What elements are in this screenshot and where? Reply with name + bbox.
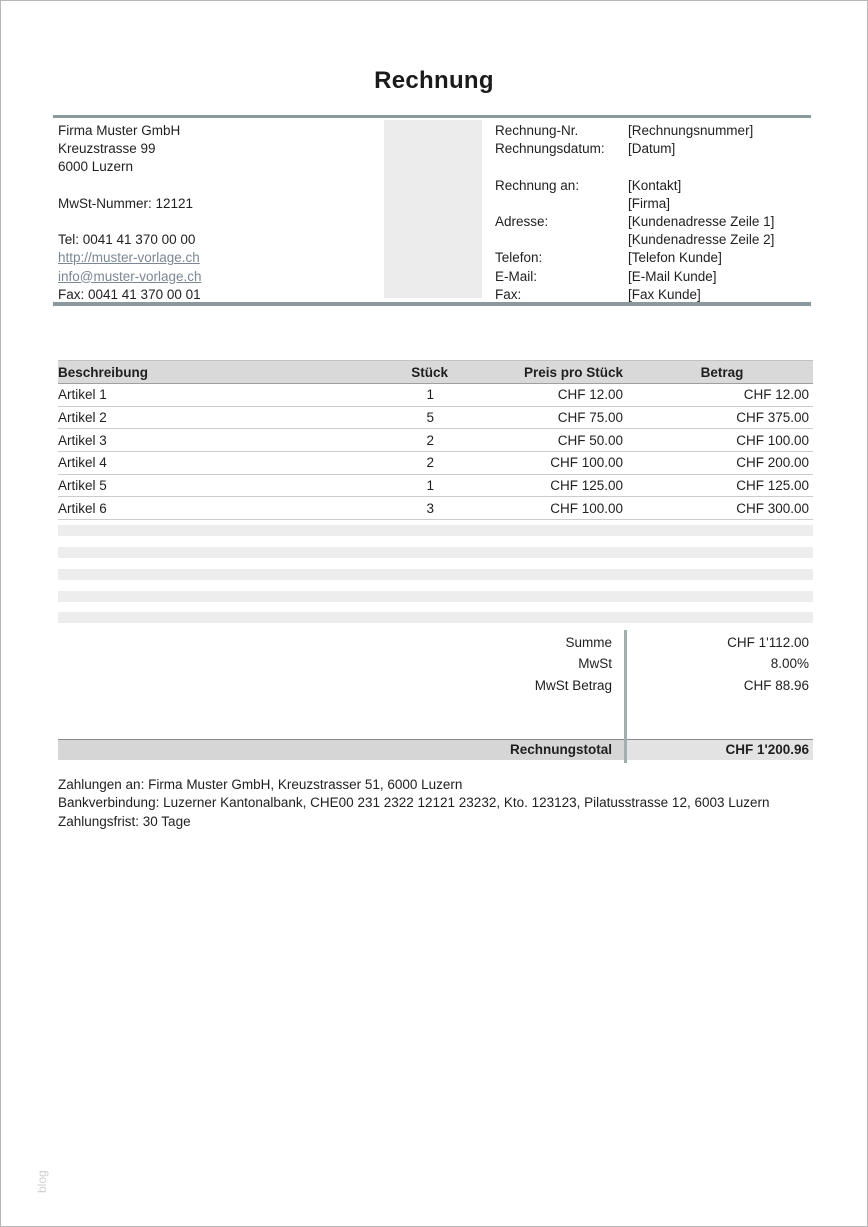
summary-value: CHF 1'112.00: [727, 634, 809, 650]
meta-label: E-Mail:: [495, 268, 538, 284]
item-description-cell: Artikel 6: [58, 497, 366, 520]
table-row: [58, 406, 813, 429]
empty-row: [58, 585, 813, 607]
empty-row-bar: [58, 547, 813, 558]
blog-watermark: blog: [35, 1170, 49, 1193]
meta-label: Telefon:: [495, 250, 543, 266]
meta-value: [Fax Kunde]: [628, 286, 701, 302]
meta-label: [495, 195, 628, 213]
empty-row: [58, 542, 813, 564]
meta-value: [Kundenadresse Zeile 2]: [628, 232, 775, 248]
item-quantity-cell: 2: [366, 452, 456, 475]
meta-label: [495, 231, 628, 249]
meta-row-address-2: [495, 231, 811, 249]
table-row: [58, 474, 813, 497]
meta-value: [Telefon Kunde]: [628, 250, 722, 266]
meta-row-phone: [495, 249, 811, 267]
item-amount-cell: CHF 200.00: [631, 452, 813, 475]
total-value: CHF 1'200.96: [624, 740, 813, 760]
payment-line-payee: Zahlungen an: Firma Muster GmbH, Kreuzstrasser 51, 6000 Luzern: [58, 776, 463, 792]
item-description-cell: Artikel 5: [58, 474, 366, 497]
table-row: [58, 497, 813, 520]
total-label: Rechnungstotal: [58, 740, 624, 760]
item-amount-cell: CHF 12.00: [631, 384, 813, 407]
payment-info: [53, 776, 811, 832]
meta-label: [495, 158, 628, 176]
meta-row-spacer: [495, 158, 811, 176]
meta-row-invoice-number: [495, 122, 811, 140]
meta-value: [Kundenadresse Zeile 1]: [628, 213, 775, 229]
table-row: [58, 429, 813, 452]
meta-label: Rechnung an:: [495, 177, 580, 193]
content-area: [53, 115, 811, 831]
header-section: [53, 118, 811, 302]
summary-label: Summe: [565, 634, 612, 650]
item-quantity-cell: 3: [366, 497, 456, 520]
website-link[interactable]: http://muster-vorlage.ch: [58, 250, 200, 266]
meta-row-address-1: [495, 213, 811, 231]
item-amount-cell: CHF 125.00: [631, 474, 813, 497]
item-description-cell: Artikel 3: [58, 429, 366, 452]
col-header-preis: Preis pro Stück: [456, 361, 631, 384]
sender-tel: Tel: 0041 41 370 00 00: [58, 232, 196, 248]
item-description-cell: Artikel 2: [58, 406, 366, 429]
empty-row-bar: [58, 525, 813, 536]
table-header-row: [58, 361, 813, 384]
item-amount-cell: CHF 375.00: [631, 406, 813, 429]
item-amount-cell: CHF 100.00: [631, 429, 813, 452]
meta-label: Fax:: [495, 286, 522, 302]
col-header-betrag: Betrag: [631, 361, 813, 384]
item-amount-cell: CHF 300.00: [631, 497, 813, 520]
summary-divider-line: [624, 630, 627, 763]
summary-value: CHF 88.96: [743, 677, 809, 693]
meta-value: [Firma]: [628, 195, 670, 211]
total-row: [58, 739, 813, 760]
item-description-cell: Artikel 1: [58, 384, 366, 407]
sender-city: 6000 Luzern: [58, 159, 134, 175]
item-unit-price-cell: CHF 50.00: [456, 429, 631, 452]
item-unit-price-cell: CHF 12.00: [456, 384, 631, 407]
meta-value: [628, 158, 811, 176]
item-quantity-cell: 1: [366, 384, 456, 407]
empty-row: [58, 607, 813, 629]
meta-value: [E-Mail Kunde]: [628, 268, 717, 284]
table-row: [58, 452, 813, 475]
sender-spacer: [58, 213, 378, 231]
sender-fax: Fax: 0041 41 370 00 01: [58, 286, 201, 302]
meta-row-company: [495, 195, 811, 213]
header-divider-band: [384, 120, 482, 298]
meta-row-contact: [495, 177, 811, 195]
summary-row-summe: [58, 632, 813, 654]
meta-row-fax: [495, 286, 811, 304]
sender-vat: MwSt-Nummer: 12121: [58, 195, 194, 211]
summary-label: MwSt: [578, 656, 612, 672]
meta-value: [Kontakt]: [628, 177, 682, 193]
meta-value: [Datum]: [628, 141, 676, 157]
sender-street: Kreuzstrasse 99: [58, 141, 156, 157]
summary-section: [58, 632, 813, 760]
sender-address: [58, 122, 378, 304]
meta-row-invoice-date: [495, 140, 811, 158]
sender-name: Firma Muster GmbH: [58, 123, 181, 138]
invoice-meta: [495, 122, 811, 304]
summary-label: MwSt Betrag: [534, 677, 612, 693]
col-header-stueck: Stück: [366, 361, 456, 384]
col-header-beschreibung: Beschreibung: [58, 361, 366, 384]
empty-row: [58, 520, 813, 542]
sender-spacer: [58, 177, 378, 195]
summary-row-mwst-betrag: [58, 675, 813, 697]
payment-line-terms: Zahlungsfrist: 30 Tage: [58, 813, 191, 829]
page-title: Rechnung: [374, 67, 494, 94]
meta-label: Rechnungsdatum:: [495, 141, 605, 157]
item-unit-price-cell: CHF 125.00: [456, 474, 631, 497]
item-quantity-cell: 2: [366, 429, 456, 452]
summary-value: 8.00%: [770, 656, 809, 672]
empty-row: [58, 564, 813, 586]
empty-row-bar: [58, 569, 813, 580]
item-unit-price-cell: CHF 100.00: [456, 497, 631, 520]
empty-row-bar: [58, 612, 813, 623]
table-row: [58, 384, 813, 407]
items-table: [58, 360, 813, 629]
item-unit-price-cell: CHF 100.00: [456, 452, 631, 475]
meta-value: [Rechnungsnummer]: [628, 123, 754, 138]
meta-label: Rechnung-Nr.: [495, 123, 579, 138]
summary-row-mwst: [58, 653, 813, 675]
payment-line-bank: Bankverbindung: Luzerner Kantonalbank, CHE00 231 2322 12121 23232, Kto. 123123, Pilatusstrasse 12, 6003 Luzern: [58, 795, 770, 811]
item-description-cell: Artikel 4: [58, 452, 366, 475]
item-unit-price-cell: CHF 75.00: [456, 406, 631, 429]
meta-row-email: [495, 268, 811, 286]
item-quantity-cell: 5: [366, 406, 456, 429]
email-link[interactable]: info@muster-vorlage.ch: [58, 268, 202, 284]
empty-row-bar: [58, 591, 813, 602]
item-quantity-cell: 1: [366, 474, 456, 497]
meta-label: Adresse:: [495, 213, 549, 229]
